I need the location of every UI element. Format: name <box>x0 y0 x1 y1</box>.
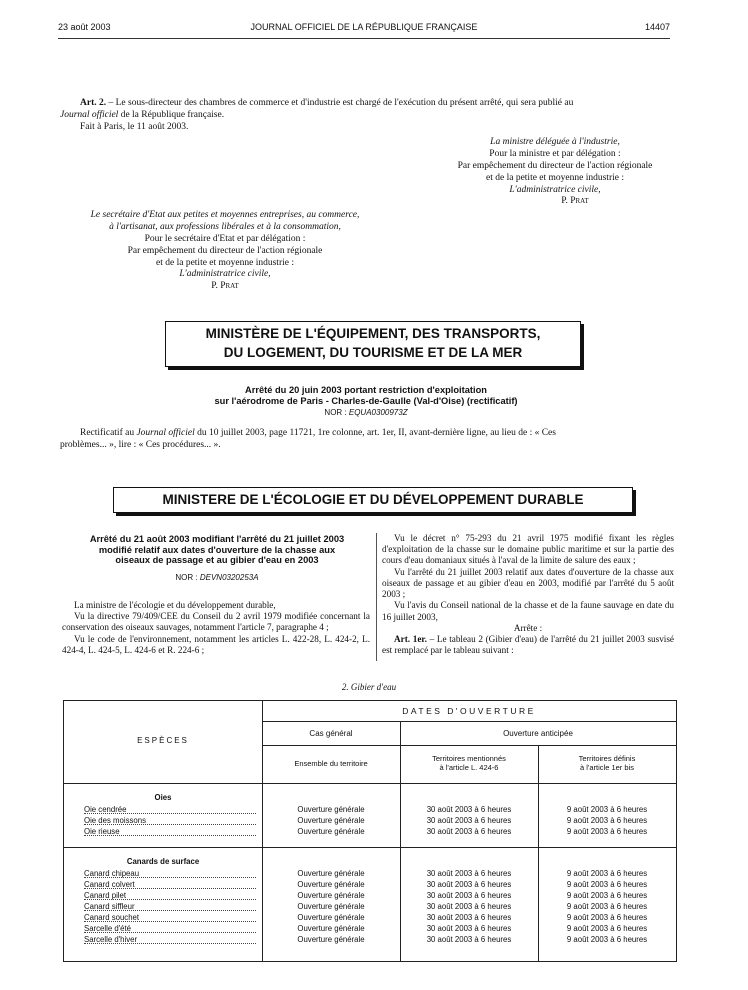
header-ouverture-anticipee: Ouverture anticipée <box>503 729 573 738</box>
cell-art1bis: 9 août 2003 à 6 heures <box>566 902 648 911</box>
cell-art1bis: 9 août 2003 à 6 heures <box>566 880 648 889</box>
sig2-line4: Par empêchement du directeur de l'action régionale <box>127 245 323 256</box>
ministry1-line2: DU LOGEMENT, DU TOURISME ET DE LA MER <box>223 345 523 360</box>
table-row <box>64 879 676 890</box>
header-ensemble: Ensemble du territoire <box>294 759 368 768</box>
group-title-oies: Oies <box>154 793 172 802</box>
cell-cas-general: Ouverture générale <box>297 827 365 836</box>
table-row <box>64 890 676 901</box>
cell-l4246: 30 août 2003 à 6 heures <box>426 827 512 836</box>
sig2-line7: P. Prat <box>211 281 239 292</box>
table-row <box>64 901 676 912</box>
ministry1-line1: MINISTÈRE DE L'ÉQUIPEMENT, DES TRANSPORTS, <box>205 326 541 341</box>
arrete2-right-column <box>382 533 674 656</box>
cell-cas-general: Ouverture générale <box>297 924 365 933</box>
header-terr-mentionnes-2: à l'article L. 424-6 <box>439 763 499 772</box>
cell-l4246: 30 août 2003 à 6 heures <box>426 935 512 944</box>
table-row <box>64 912 676 923</box>
header-cas-general: Cas général <box>309 729 353 738</box>
cell-l4246: 30 août 2003 à 6 heures <box>426 805 512 814</box>
arrete2-nor-label: NOR : <box>175 573 200 582</box>
species-name: Canard souchet <box>84 912 256 922</box>
cell-l4246: 30 août 2003 à 6 heures <box>426 880 512 889</box>
table-row <box>64 826 676 837</box>
arrete1-title-line2: sur l'aérodrome de Paris - Charles-de-Gaulle (Val-d'Oise) (rectificatif) <box>214 396 518 406</box>
arrete2-nor-code: DEVN0320253A <box>199 573 259 582</box>
signature-block-1 <box>420 137 690 208</box>
arrete1-body <box>60 428 672 452</box>
header-rule-3 <box>64 783 676 784</box>
species-name: Canard colvert <box>84 879 256 889</box>
cell-art1bis: 9 août 2003 à 6 heures <box>566 891 648 900</box>
arrete2-title-line3: oiseaux de passage et au gibier d'eau en 2003 <box>115 555 319 565</box>
art2-text2: de la République française. <box>118 109 225 120</box>
ministry-equipement-box <box>165 321 581 367</box>
species-name: Canard chipeau <box>84 868 256 878</box>
arrete1-body3: problèmes... », lire : « Ces procédures... ». <box>60 439 221 450</box>
cell-cas-general: Ouverture générale <box>297 913 365 922</box>
cell-cas-general: Ouverture générale <box>297 869 365 878</box>
table-row <box>64 934 676 945</box>
cell-art1bis: 9 août 2003 à 6 heures <box>566 827 648 836</box>
header-terr-definis-2: à l'article 1er bis <box>580 763 634 772</box>
arrete1-journal: Journal officiel <box>136 428 195 438</box>
sig1-line5: L'administratrice civile, <box>509 184 601 195</box>
arrete1-body1: Rectificatif au <box>80 428 137 438</box>
species-name: Canard siffleur <box>84 901 256 911</box>
arrete2-art1-label: Art. 1er. <box>394 633 427 644</box>
arrete2-right-p2: Vu l'arrêté du 21 juillet 2003 relatif aux dates d'ouverture de la chasse aux oiseaux de passage et au gibier d'eau en 2003, modifié par l'arrêté du 5 août 2003 ; <box>382 566 674 600</box>
header-rule-2 <box>262 745 676 746</box>
sig2-line1: Le secrétaire d'Etat aux petites et moyennes entreprises, au commerce, <box>90 210 360 220</box>
cell-cas-general: Ouverture générale <box>297 805 365 814</box>
sig2-line5: et de la petite et moyenne industrie : <box>156 257 294 268</box>
ministry-ecologie-box <box>113 487 633 513</box>
table-row <box>64 815 676 826</box>
cell-cas-general: Ouverture générale <box>297 935 365 944</box>
arrete1-body2: du 10 juillet 2003, page 11721, 1re colonne, art. 1er, II, avant-dernière ligne, au lieu de : « Ces <box>194 428 556 438</box>
arrete2-left-p1: La ministre de l'écologie et du développement durable, <box>74 600 276 610</box>
cell-l4246: 30 août 2003 à 6 heures <box>426 902 512 911</box>
header-dates: DATES D'OUVERTURE <box>402 706 536 716</box>
arrete2-right-p1: Vu le décret n° 75-293 du 21 avril 1975 modifié fixant les règles d'exploitation de la chasse sur le domaine public maritime et sur la partie des cours d'eau domaniaux situés à l'aval de la limite de salure des eaux ; <box>382 533 674 566</box>
cell-cas-general: Ouverture générale <box>297 902 365 911</box>
cell-l4246: 30 août 2003 à 6 heures <box>426 816 512 825</box>
gibier-eau-table <box>63 700 677 962</box>
arrete1-nor-label: NOR : <box>324 408 349 417</box>
cell-l4246: 30 août 2003 à 6 heures <box>426 913 512 922</box>
cell-l4246: 30 août 2003 à 6 heures <box>426 924 512 933</box>
art2-text: – Le sous-directeur des chambres de commerce et d'industrie est chargé de l'exécution du présent arrêté, qui sera publié au <box>106 98 574 108</box>
sig2-line6: L'administratrice civile, <box>179 269 271 280</box>
header-page-number: 14407 <box>644 22 670 32</box>
arrete1-title <box>60 385 672 407</box>
group-rule <box>64 847 676 848</box>
cell-art1bis: 9 août 2003 à 6 heures <box>566 816 648 825</box>
arrete2-art1-text: – Le tableau 2 (Gibier d'eau) de l'arrêté du 21 juillet 2003 susvisé est remplacé par le tableau suivant : <box>382 633 674 656</box>
cell-art1bis: 9 août 2003 à 6 heures <box>566 869 648 878</box>
cell-art1bis: 9 août 2003 à 6 heures <box>566 913 648 922</box>
arrete2-left-column <box>62 600 370 656</box>
cell-art1bis: 9 août 2003 à 6 heures <box>566 935 648 944</box>
arrete2-right-p3: Vu l'avis du Conseil national de la chasse et de la faune sauvage en date du 16 juillet 2003, <box>382 600 674 622</box>
species-name: Oie rieuse <box>84 826 256 836</box>
art2-label: Art. 2. <box>80 98 107 108</box>
header-rule <box>58 38 670 39</box>
ministry2-line1: MINISTERE DE L'ÉCOLOGIE ET DU DÉVELOPPEMENT DURABLE <box>162 492 584 507</box>
table-row <box>64 923 676 934</box>
cell-l4246: 30 août 2003 à 6 heures <box>426 869 512 878</box>
group-title-canards: Canards de surface <box>126 857 200 866</box>
table-row <box>64 868 676 879</box>
species-name: Sarcelle d'hiver <box>84 934 256 944</box>
arrete1-title-line1: Arrêté du 20 juin 2003 portant restriction d'exploitation <box>245 385 487 395</box>
cell-cas-general: Ouverture générale <box>297 891 365 900</box>
arrete2-title-line1: Arrêté du 21 août 2003 modifiant l'arrêté du 21 juillet 2003 <box>89 534 345 544</box>
table-caption-text: 2. Gibier d'eau <box>341 682 397 692</box>
sig1-line4: et de la petite et moyenne industrie : <box>486 172 624 183</box>
arrete1-nor <box>60 408 672 418</box>
header-especes: ESPÈCES <box>137 736 189 745</box>
cell-cas-general: Ouverture générale <box>297 816 365 825</box>
art2-journal: Journal officiel <box>60 109 119 120</box>
art2-paragraph <box>60 98 672 134</box>
sig1-line1: La ministre déléguée à l'industrie, <box>490 137 620 147</box>
page-header <box>58 22 670 36</box>
cell-art1bis: 9 août 2003 à 6 heures <box>566 924 648 933</box>
species-name: Canard pilet <box>84 890 256 900</box>
header-terr-definis-1: Territoires définis <box>578 754 636 763</box>
arrete1-nor-code: EQUA0300973Z <box>348 408 408 417</box>
sig1-line2: Pour la ministre et par délégation : <box>489 148 621 159</box>
sig2-line2: à l'artisanat, aux professions libérales et à la consommation, <box>109 221 341 232</box>
sig1-line6: P. Prat <box>561 196 589 207</box>
table-row <box>64 804 676 815</box>
art2-fait: Fait à Paris, le 11 août 2003. <box>80 121 189 132</box>
arrete2-left-p2: Vu la directive 79/409/CEE du Conseil du 2 avril 1979 modifiée concernant la conservation des oiseaux sauvages, notamment l'article 7, paragraphe 4 ; <box>62 611 370 633</box>
cell-art1bis: 9 août 2003 à 6 heures <box>566 805 648 814</box>
species-name: Oie des moissons <box>84 815 256 825</box>
sig2-line3: Pour le secrétaire d'Etat et par délégation : <box>144 233 306 244</box>
header-terr-mentionnes-1: Territoires mentionnés <box>432 754 506 763</box>
arrete2-left-p3: Vu le code de l'environnement, notamment les articles L. 422-28, L. 424-2, L. 424-4, L. 424-5, L. 424-6 et R. 224-6 ; <box>62 633 370 655</box>
column-divider <box>376 533 377 661</box>
header-rule-1 <box>262 721 676 722</box>
cell-l4246: 30 août 2003 à 6 heures <box>426 891 512 900</box>
species-name: Sarcelle d'été <box>84 923 256 933</box>
arrete2-title <box>64 534 370 566</box>
header-date: 23 août 2003 <box>58 22 111 32</box>
species-name: Oie cendrée <box>84 804 256 814</box>
header-territoires-definis <box>538 754 676 772</box>
table-caption <box>63 682 675 693</box>
sig1-line3: Par empêchement du directeur de l'action régionale <box>457 160 653 171</box>
arrete2-arrete: Arrête : <box>513 622 543 633</box>
signature-block-2 <box>60 210 390 293</box>
arrete2-nor <box>64 573 370 583</box>
arrete2-title-line2: modifié relatif aux dates d'ouverture de la chasse aux <box>98 544 336 555</box>
header-territoires-mentionnes <box>400 754 538 772</box>
cell-cas-general: Ouverture générale <box>297 880 365 889</box>
header-title: JOURNAL OFFICIEL DE LA RÉPUBLIQUE FRANÇAISE <box>250 22 478 32</box>
